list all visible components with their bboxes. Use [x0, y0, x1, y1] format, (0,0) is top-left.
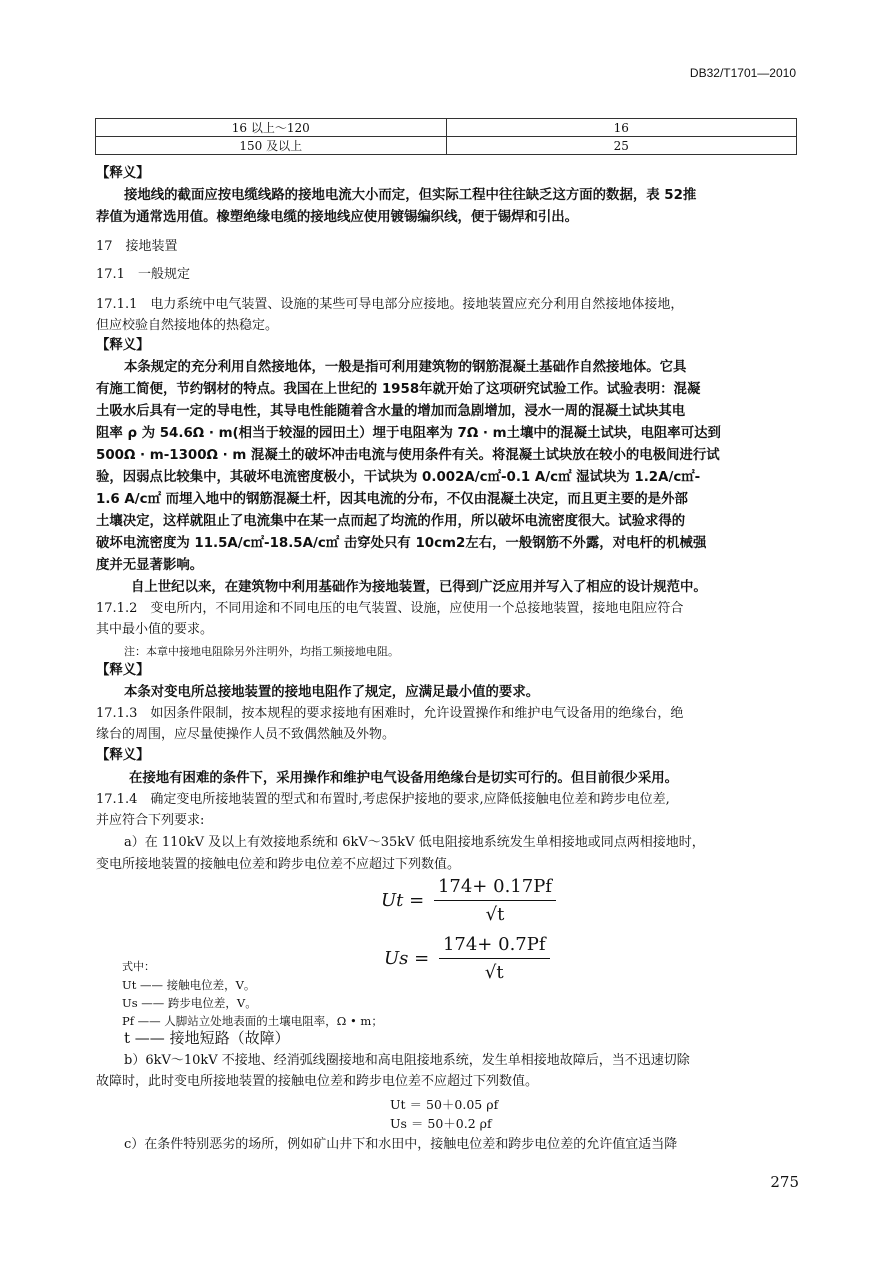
formula-fraction — [439, 934, 550, 983]
paragraph-line: 500Ω · m-1300Ω · m 混凝土的破坏冲击电流与使用条件有关。将混凝土试块放在较小的电极间进行试 — [96, 448, 720, 463]
paragraph-line: 验，因弱点比较集中，其破坏电流密度极小，干试块为 0.002A/c㎡-0.1 A/c㎡ 湿试块为 1.2A/c㎡- — [96, 470, 701, 485]
paragraph-line: 度并无显著影响。 — [96, 558, 204, 573]
list-item: 故障时，此时变电所接地装置的接触电位差和跨步电位差不应超过下列数值。 — [96, 1074, 539, 1089]
paragraph-line: 土壤决定，这样就阻止了电流集中在某一点而起了均流的作用，所以破坏电流密度很大。试验求得的 — [96, 514, 686, 529]
symbol-definition: t —— 接地短路（故障） — [124, 1029, 290, 1047]
table-row — [96, 119, 797, 137]
formula-numerator: 174+ 0.7Pf — [439, 934, 550, 959]
clause-line: 并应符合下列要求: — [96, 813, 205, 828]
clause-line: 17.1.1 电力系统中电气装置、设施的某些可导电部分应接地。接地装置应充分利用自然接地体接地， — [96, 297, 684, 312]
list-item: b）6kV～10kV 不接地、经消弧线圈接地和高电阻接地系统，发生单相接地故障后，当不迅速切除 — [124, 1053, 690, 1068]
paragraph-line: 接地线的截面应按电缆线路的接地电流大小而定，但实际工程中往往缺乏这方面的数据，表 52推 — [124, 188, 697, 203]
clause-line: 缘台的周围，应尽量使操作人员不致偶然触及外物。 — [96, 727, 396, 742]
interpretation-heading: 【释义】 — [96, 663, 150, 678]
paragraph-line: 荐值为通常选用值。橡塑绝缘电缆的接地线应使用镀锡编织线，便于锡焊和引出。 — [96, 210, 579, 225]
list-item: 变电所接地装置的接触电位差和跨步电位差不应超过下列数值。 — [96, 857, 461, 872]
touch-voltage-formula — [381, 876, 556, 925]
where-label: 式中： — [122, 960, 155, 973]
list-item: c）在条件特别恶劣的场所，例如矿山井下和水田中，接触电位差和跨步电位差的允许值宜适当降 — [124, 1137, 678, 1152]
formula-lhs: Ut = — [381, 890, 425, 911]
paragraph-line: 在接地有困难的条件下，采用操作和维护电气设备用绝缘台是切实可行的。但目前很少采用。 — [129, 771, 679, 786]
clause-line: 其中最小值的要求。 — [96, 622, 214, 637]
paragraph-line: 本条规定的充分利用自然接地体，一般是指可利用建筑物的钢筋混凝土基础作自然接地体。它具 — [124, 360, 687, 375]
table-cell: 150 及以上 — [96, 137, 447, 155]
symbol-definition: Pf —— 人脚站立处地表面的土壤电阻率，Ω • m； — [122, 1014, 383, 1028]
paragraph-line: 有施工简便，节约钢材的特点。我国在上世纪的 1958年就开始了这项研究试验工作。试验表明：混凝 — [96, 382, 701, 397]
clause-line: 17.1.4 确定变电所接地装置的型式和布置时,考虑保护接地的要求,应降低接触电位差和跨步电位差, — [96, 792, 670, 807]
interpretation-heading: 【释义】 — [96, 166, 150, 181]
interpretation-heading: 【释义】 — [96, 338, 150, 353]
paragraph-line: 本条对变电所总接地装置的接地电阻作了规定，应满足最小值的要求。 — [124, 685, 540, 700]
subsection-heading: 17.1 一般规定 — [96, 267, 190, 282]
interpretation-heading: 【释义】 — [96, 748, 150, 763]
table-cell: 16 以上～120 — [96, 119, 447, 137]
table-cell: 16 — [446, 119, 797, 137]
paragraph-line: 阻率 ρ 为 54.6Ω · m(相当于较湿的园田土）埋于电阻率为 7Ω · m土壤中的混凝土试块，电阻率可达到 — [96, 426, 721, 441]
paragraph-line: 土吸水后具有一定的导电性，其导电性能随着含水量的增加而急剧增加，浸水一周的混凝土试块其电 — [96, 404, 686, 419]
paragraph-line: 破坏电流密度为 11.5A/c㎡-18.5A/c㎡ 击穿处只有 10cm2左右，一般钢筋不外露，对电杆的机械强 — [96, 536, 707, 551]
formula-lhs: Us = — [384, 948, 430, 969]
step-voltage-formula — [384, 934, 550, 983]
formula-denominator: √t — [485, 904, 505, 925]
clause-line: 17.1.2 变电所内，不同用途和不同电压的电气装置、设施，应使用一个总接地装置，接地电阻应符合 — [96, 601, 684, 616]
formula-fraction — [434, 876, 556, 925]
document-code: DB32/T1701—2010 — [689, 66, 796, 80]
formula-line: Ut ＝ 50＋0.05 ρf — [390, 1097, 499, 1112]
symbol-definition: Us —— 跨步电位差，V。 — [122, 996, 257, 1010]
formula-numerator: 174+ 0.17Pf — [434, 876, 556, 901]
page-number: 275 — [770, 1173, 799, 1191]
clause-line: 17.1.3 如因条件限制，按本规程的要求接地有困难时，允许设置操作和维护电气设备用的绝缘台，绝 — [96, 706, 684, 721]
formula-line: Us ＝ 50＋0.2 ρf — [390, 1116, 492, 1131]
paragraph-line: 1.6 A/c㎡ 而埋入地中的钢筋混凝土杆，因其电流的分布，不仅由混凝土决定，而且更主要的是外部 — [96, 492, 688, 507]
clause-line: 但应校验自然接地体的热稳定。 — [96, 318, 279, 333]
section-heading: 17 接地装置 — [96, 239, 178, 254]
ground-wire-table — [95, 118, 797, 155]
paragraph-line: 自上世纪以来，在建筑物中利用基础作为接地装置，已得到广泛应用并写入了相应的设计规范中。 — [131, 580, 707, 595]
note-line: 注：本章中接地电阻除另外注明外，均指工频接地电阻。 — [124, 645, 399, 658]
formula-denominator: √t — [484, 962, 504, 983]
table-row — [96, 137, 797, 155]
table-cell: 25 — [446, 137, 797, 155]
list-item: a）在 110kV 及以上有效接地系统和 6kV～35kV 低电阻接地系统发生单相接地或同点两相接地时， — [124, 835, 705, 850]
symbol-definition: Ut —— 接触电位差，V。 — [122, 978, 256, 992]
